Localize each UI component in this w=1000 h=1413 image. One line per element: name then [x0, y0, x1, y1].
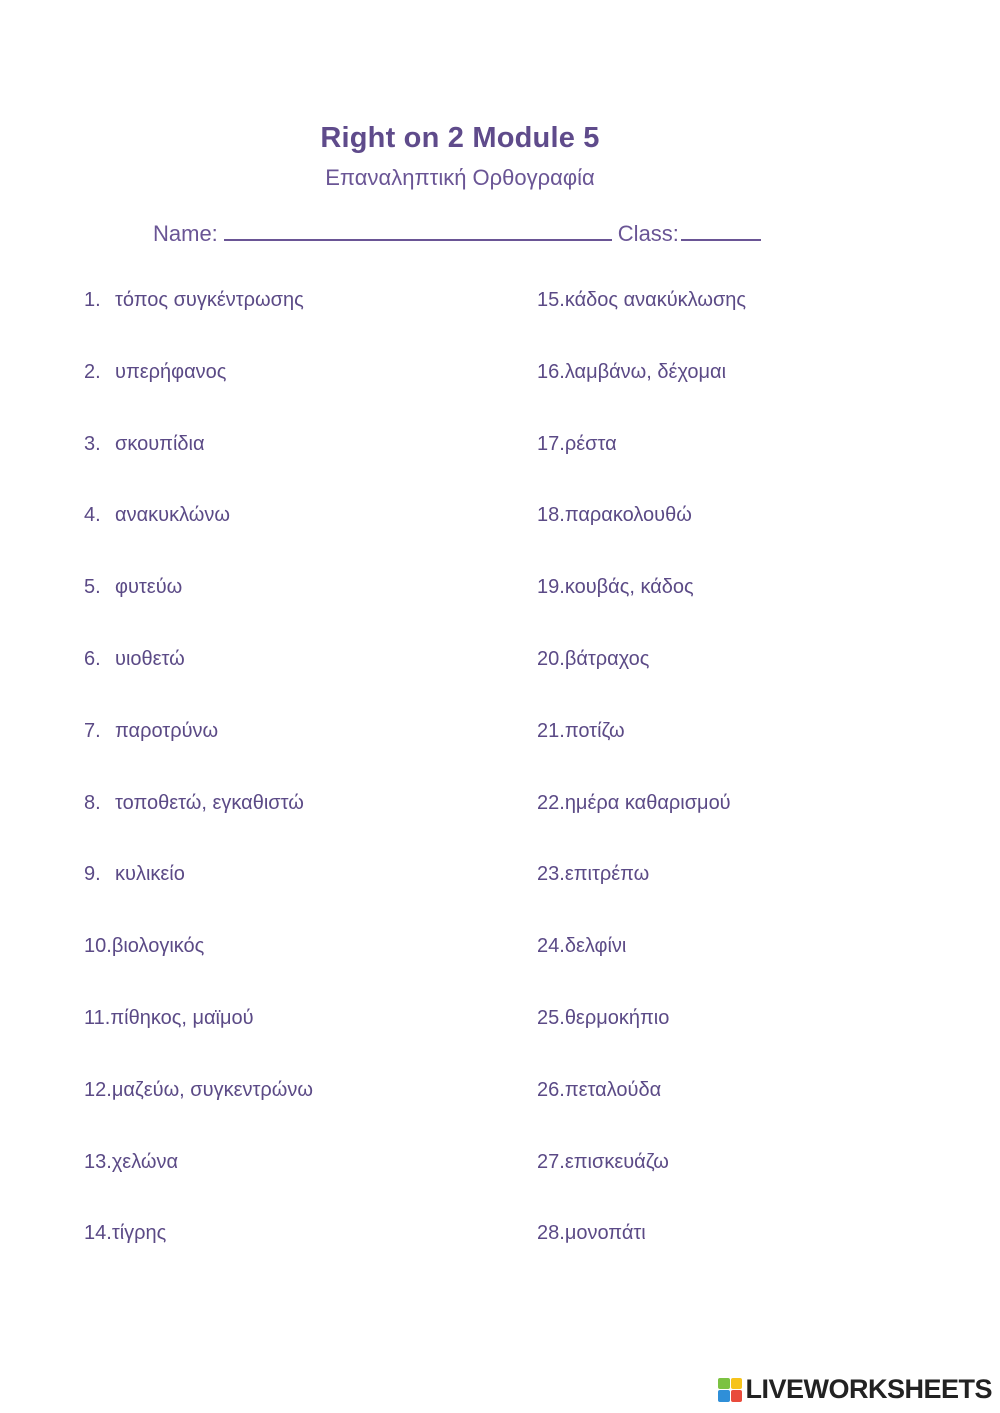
page-title: Right on 2 Module 5	[320, 122, 600, 154]
item-number: 11.	[84, 1006, 111, 1029]
item-text: σκουπίδια	[115, 432, 205, 455]
list-item	[84, 430, 313, 502]
word-list-right	[537, 286, 746, 1291]
item-text: τόπος συγκέντρωσης	[115, 289, 304, 311]
item-number: 6.	[84, 647, 101, 670]
item-number: 1.	[84, 289, 101, 311]
item-number: 5.	[84, 576, 101, 599]
item-text: κάδος ανακύκλωσης	[564, 289, 747, 311]
list-item	[84, 573, 313, 645]
list-item	[537, 645, 746, 717]
item-text: τοποθετώ, εγκαθιστώ	[115, 791, 304, 814]
name-field[interactable]	[224, 217, 612, 241]
item-text: μονοπάτι	[564, 1222, 646, 1245]
item-number: 3.	[84, 432, 101, 455]
name-class-line	[153, 217, 761, 247]
item-text: υπερήφανος	[115, 360, 227, 383]
item-text: πεταλούδα	[564, 1078, 662, 1101]
list-item	[84, 645, 313, 717]
item-number: 17.	[537, 432, 565, 455]
item-text: φυτεύω	[115, 576, 183, 599]
item-number: 24.	[537, 935, 565, 958]
liveworksheets-logo-icon	[718, 1378, 742, 1402]
item-text: υιοθετώ	[115, 647, 185, 670]
item-number: 4.	[84, 504, 101, 527]
list-item	[84, 1219, 313, 1291]
item-text: μαζεύω, συγκεντρώνω	[111, 1078, 314, 1101]
list-item	[537, 1076, 746, 1148]
item-number: 8.	[84, 791, 101, 814]
item-text: βιολογικός	[111, 935, 205, 958]
item-text: δελφίνι	[564, 935, 627, 958]
page-subtitle: Επαναληπτική Ορθογραφία	[325, 165, 595, 190]
item-number: 20.	[537, 647, 565, 670]
list-item	[84, 1004, 313, 1076]
item-number: 23.	[537, 863, 565, 886]
item-text: παροτρύνω	[115, 719, 219, 742]
item-text: ποτίζω	[564, 719, 625, 742]
item-number: 15.	[537, 289, 565, 311]
item-number: 9.	[84, 863, 101, 886]
item-number: 19.	[537, 576, 565, 599]
item-number: 14.	[84, 1222, 112, 1245]
class-field[interactable]	[681, 217, 761, 241]
item-number: 18.	[537, 504, 565, 527]
item-number: 22.	[537, 791, 565, 814]
list-item	[84, 1076, 313, 1148]
list-item	[84, 1148, 313, 1220]
item-text: ανακυκλώνω	[115, 504, 230, 527]
list-item	[537, 789, 746, 861]
item-number: 13.	[84, 1150, 112, 1173]
logo-text: LIVEWORKSHEETS	[745, 1374, 992, 1404]
item-text: θερμοκήπιο	[564, 1006, 670, 1029]
item-text: πίθηκος, μαϊμού	[110, 1006, 254, 1029]
item-number: 28.	[537, 1222, 565, 1245]
list-item	[537, 573, 746, 645]
item-text: επισκευάζω	[564, 1150, 669, 1173]
item-text: παρακολουθώ	[564, 504, 692, 527]
word-list-left	[84, 286, 313, 1291]
item-number: 2.	[84, 360, 101, 383]
list-item	[537, 1004, 746, 1076]
item-text: ημέρα καθαρισμού	[564, 791, 731, 814]
item-text: χελώνα	[111, 1150, 179, 1173]
item-number: 16.	[537, 360, 565, 383]
item-number: 21.	[537, 719, 565, 742]
item-text: κουβάς, κάδος	[564, 576, 694, 599]
list-item	[537, 860, 746, 932]
item-text: ρέστα	[564, 432, 617, 455]
list-item	[84, 932, 313, 1004]
liveworksheets-logo[interactable]	[718, 1374, 992, 1405]
list-item	[537, 501, 746, 573]
item-number: 27.	[537, 1150, 565, 1173]
item-number: 26.	[537, 1078, 565, 1101]
list-item	[84, 789, 313, 861]
list-item	[537, 1219, 746, 1291]
list-item	[537, 932, 746, 1004]
item-text: κυλικείο	[115, 863, 185, 886]
name-label: Name:	[153, 221, 218, 246]
list-item	[84, 501, 313, 573]
item-number: 7.	[84, 719, 101, 742]
item-text: βάτραχος	[564, 647, 650, 670]
class-label: Class:	[617, 221, 679, 246]
list-item	[537, 1148, 746, 1220]
list-item	[537, 717, 746, 789]
list-item	[84, 860, 313, 932]
list-item	[84, 358, 313, 430]
item-number: 25.	[537, 1006, 565, 1029]
item-text: επιτρέπω	[564, 863, 650, 886]
list-item	[537, 286, 746, 358]
item-text: λαμβάνω, δέχομαι	[564, 360, 727, 383]
item-number: 10.	[84, 935, 112, 958]
list-item	[84, 717, 313, 789]
list-item	[84, 286, 313, 358]
item-text: τίγρης	[111, 1222, 167, 1245]
list-item	[537, 358, 746, 430]
item-number: 12.	[84, 1078, 112, 1101]
list-item	[537, 430, 746, 502]
